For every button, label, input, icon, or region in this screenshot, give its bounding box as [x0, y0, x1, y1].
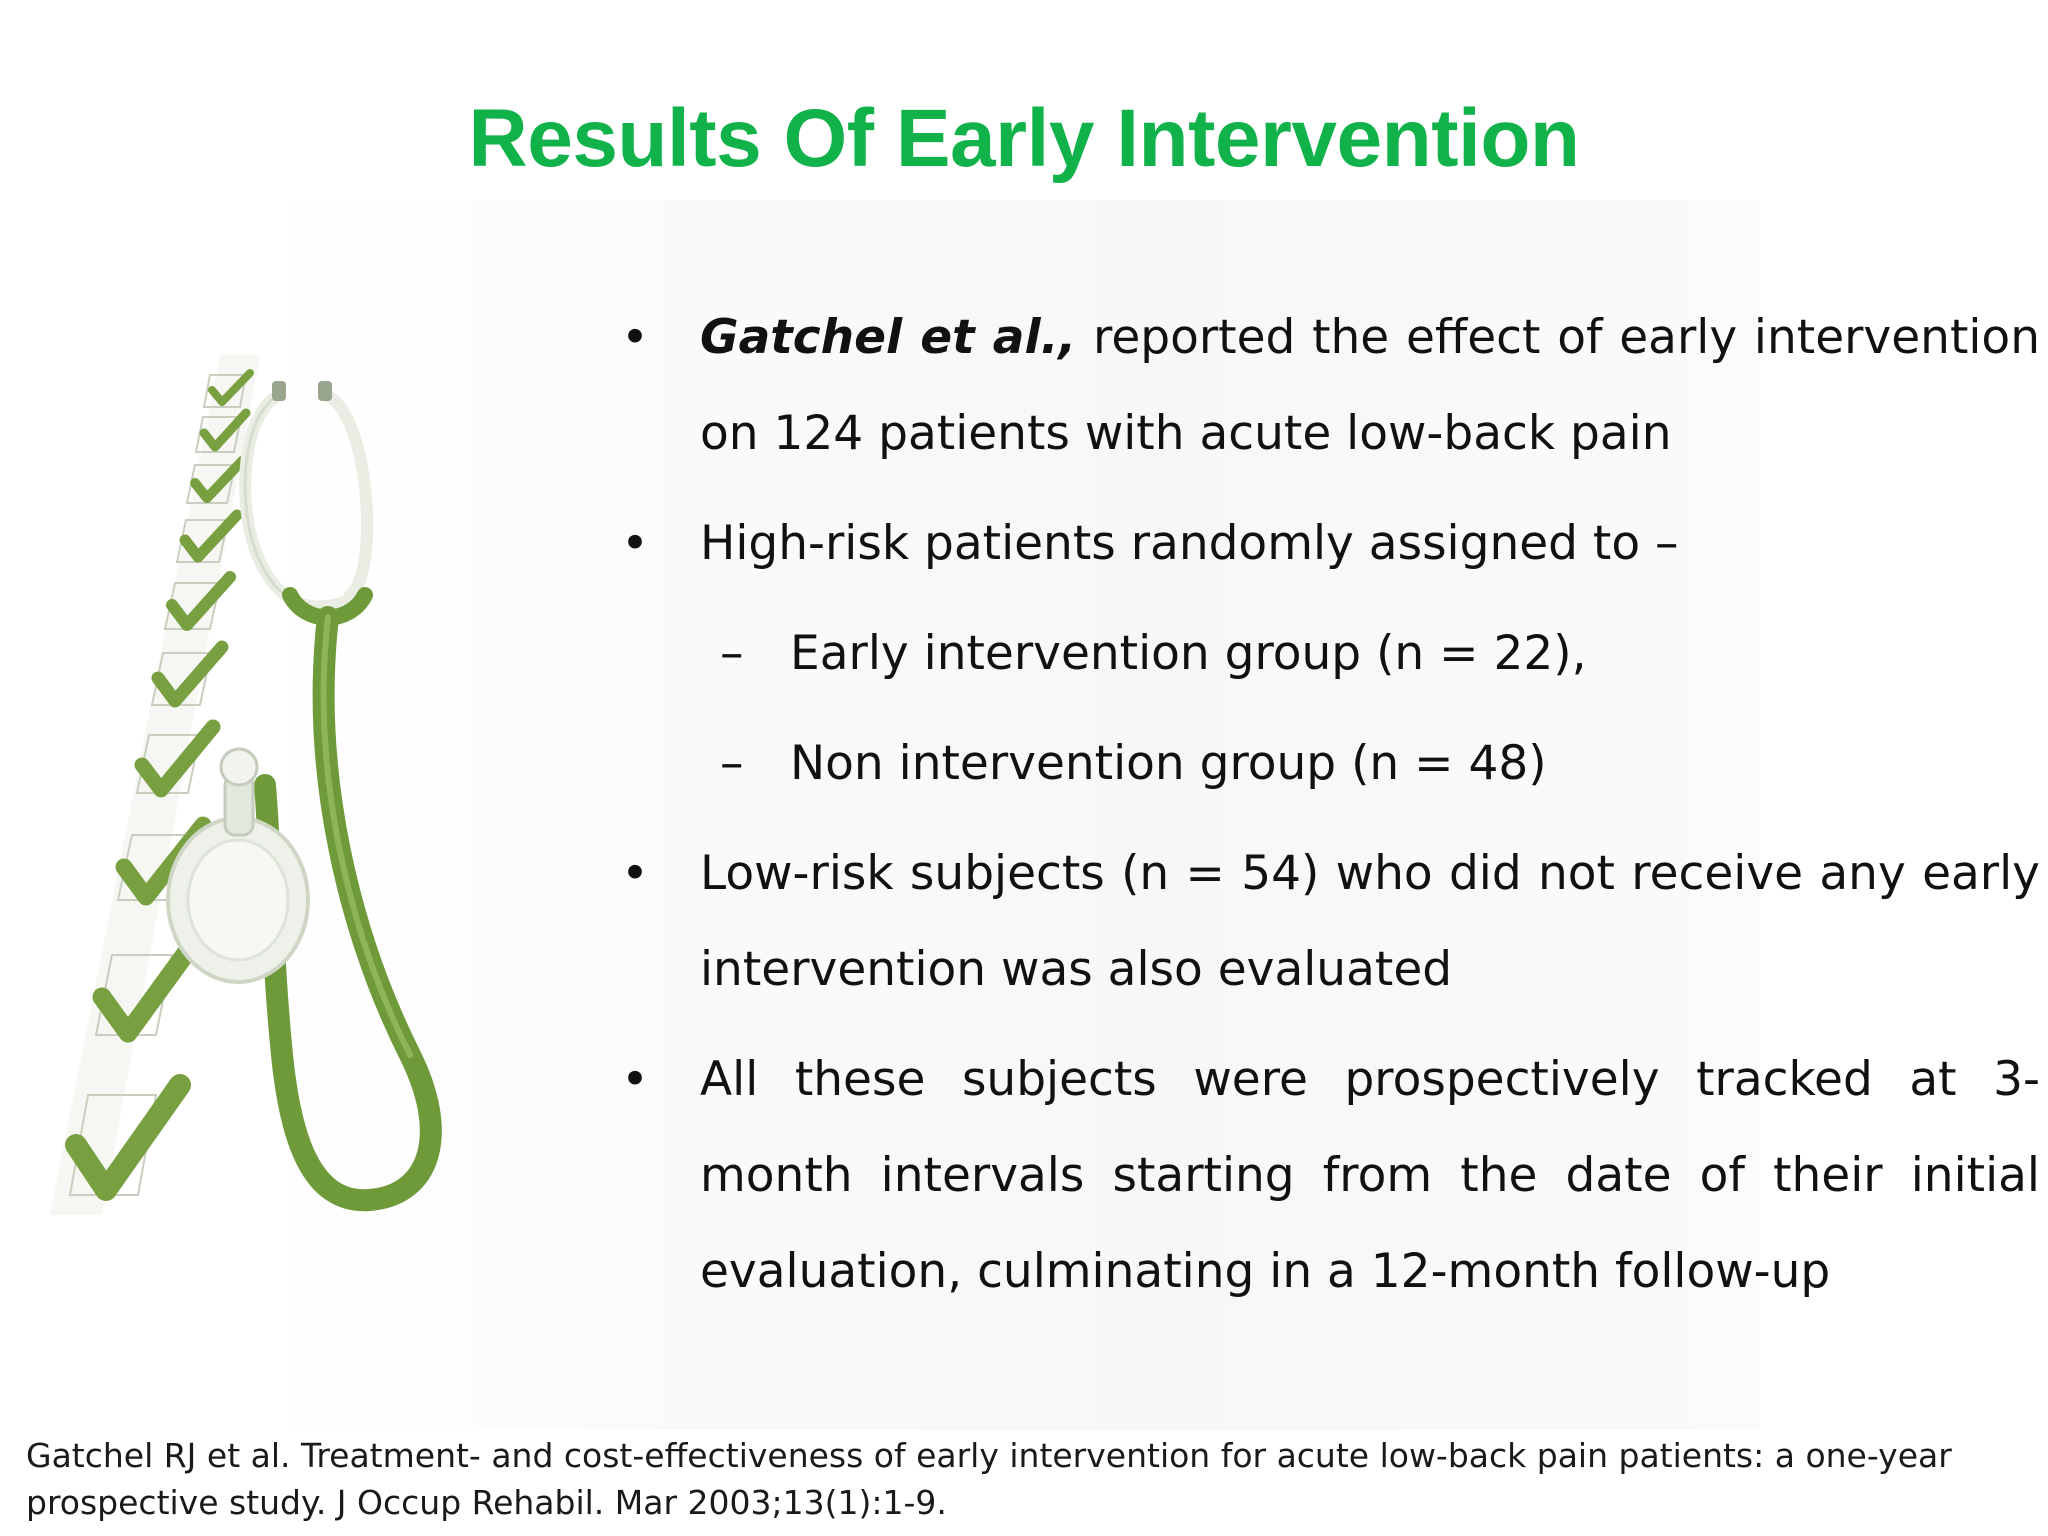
bullet-item — [620, 826, 2040, 1018]
bullet-glyph: • — [621, 310, 649, 365]
bullet-text: reported the effect of early intervention on 124 patients with acute low-back pain — [700, 310, 2040, 461]
slide-title: Results Of Early Intervention — [468, 93, 1580, 184]
bullet-item — [620, 496, 2040, 592]
bullet-glyph: • — [621, 1052, 649, 1107]
dash-glyph: – — [720, 626, 744, 681]
bullet-text: Low-risk subjects (n = 54) who did not receive any early intervention was also evaluated — [700, 846, 2040, 997]
bullet-item — [620, 290, 2040, 482]
sub-bullet-text: Early intervention group (n = 22), — [790, 626, 1587, 681]
bullet-item — [620, 1032, 2040, 1320]
author-emphasis: Gatchel et al., — [700, 310, 1077, 365]
bullet-glyph: • — [621, 846, 649, 901]
bullet-glyph: • — [621, 516, 649, 571]
bullet-text: High-risk patients randomly assigned to – — [700, 516, 1679, 571]
citation-reference: Gatchel RJ et al. Treatment- and cost-effectiveness of early intervention for acute low-back pain patients: a one-year prospective study. J Occup Rehabil. Mar 2003;13(1):1-9. — [26, 1436, 1952, 1522]
sub-bullet-text: Non intervention group (n = 48) — [790, 736, 1547, 791]
sub-bullet-item — [620, 716, 2040, 812]
bullet-list — [620, 290, 2040, 1334]
bullet-text: All these subjects were prospectively tracked at 3-month intervals starting from the date of their initial evaluation, culminating in a 12-month follow-up — [700, 1052, 2040, 1299]
checklist-stethoscope-illustration — [50, 355, 610, 1225]
dash-glyph: – — [720, 736, 744, 791]
sub-bullet-item — [620, 606, 2040, 702]
